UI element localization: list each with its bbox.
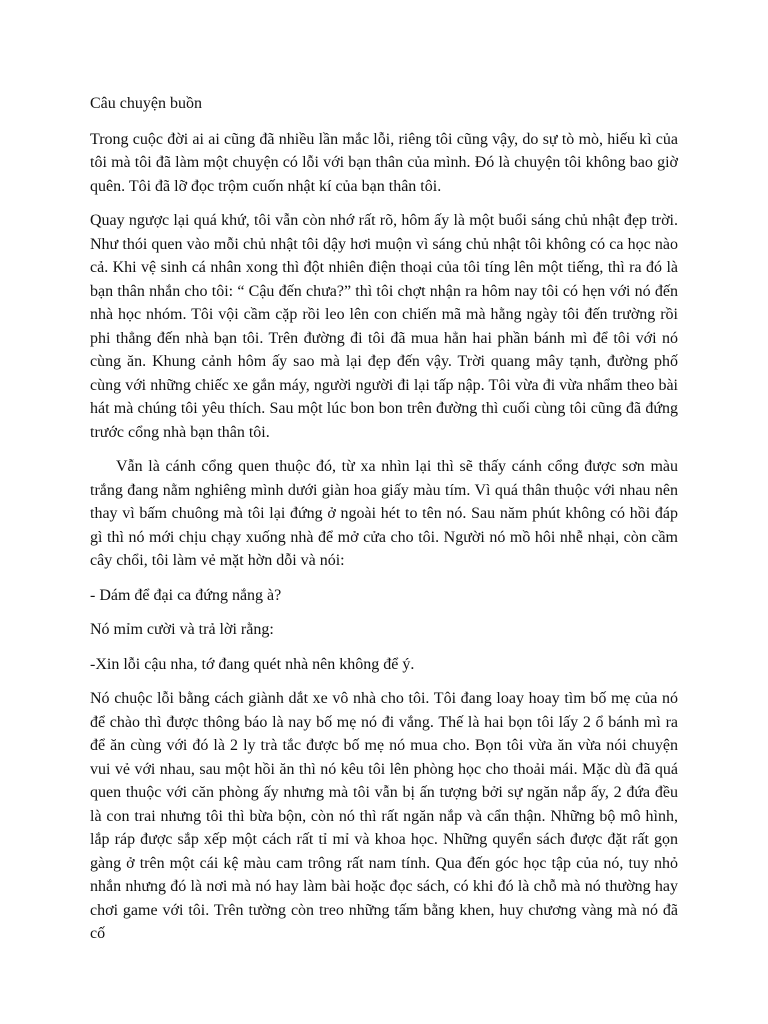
narration-line: Nó mỉm cười và trả lời rằng:: [90, 621, 274, 638]
dialogue-line-2: -Xin lỗi cậu nha, tớ đang quét nhà nên không để ý.: [90, 655, 415, 673]
story-title: Câu chuyện buồn: [90, 95, 202, 112]
paragraph-room: Nó chuộc lỗi bằng cách giành dắt xe vô nhà cho tôi. Tôi đang loay hoay tìm bố mẹ của nó để chào thì được thông báo là nay bố mẹ nó đi vắng. Thế là hai bọn tôi lấy 2 ổ bánh mì ra để ăn cùng với đó là 2 ly trà tắc được bố mẹ nó mua cho. Bọn tôi vừa ăn vừa nói chuyện vui vẻ với nhau, sau một hồi ăn thì nó kêu tôi lên phòng học cho thoải mái. Mặc dù đã quá quen thuộc với căn phòng ấy nhưng mà tôi vẫn bị ấn tượng bởi sự ngăn nắp ấy, 2 đứa đều là con trai nhưng tôi thì bừa bộn, còn nó thì rất ngăn nắp và cẩn thận. Những bộ mô hình, lắp ráp được sắp xếp một cách rất tỉ mỉ và khoa học. Những quyển sách được đặt rất gọn gàng ở trên một cái kệ màu cam trông rất nam tính. Qua đến góc học tập của nó, tuy nhỏ nhắn nhưng đó là nơi mà nó hay làm bài hoặc đọc sách, có khi đó là chỗ mà nó thường hay chơi game với tôi. Trên tường còn treo những tấm bằng khen, huy chương vàng mà nó đã cố: [90, 690, 678, 942]
paragraph-intro: Trong cuộc đời ai ai cũng đã nhiều lần mắc lỗi, riêng tôi cũng vậy, do sự tò mò, hiếu kì của tôi mà tôi đã làm một chuyện có lỗi với bạn thân của mình. Đó là chuyện tôi không bao giờ quên. Tôi đã lỡ đọc trộm cuốn nhật kí của bạn thân tôi.: [90, 130, 678, 195]
dialogue-line-1: - Dám để đại ca đứng nắng à?: [90, 586, 282, 604]
paragraph-gate: Vẫn là cánh cổng quen thuộc đó, từ xa nhìn lại thì sẽ thấy cánh cổng được sơn màu trắng đang nằm nghiêng mình dưới giàn hoa giấy màu tím. Vì quá thân thuộc với nhau nên thay vì bấm chuông mà tôi lại đứng ở ngoài hét to tên nó. Sau năm phút không có hồi đáp gì thì nó mới chịu chạy xuống nhà để mở cửa cho tôi. Người nó mồ hôi nhễ nhại, còn cầm cây chổi, tôi làm vẻ mặt hờn dỗi và nói:: [90, 458, 678, 569]
paragraph-flashback: Quay ngược lại quá khứ, tôi vẫn còn nhớ rất rõ, hôm ấy là một buổi sáng chủ nhật đẹp trời. Như thói quen vào mỗi chủ nhật tôi dậy hơi muộn vì sáng chủ nhật tôi không có ca học nào cả. Khi vệ sinh cá nhân xong thì đột nhiên điện thoại của tôi tíng lên một tiếng, thì ra đó là bạn thân nhắn cho tôi: “ Cậu đến chưa?” thì tôi chợt nhận ra hôm nay tôi có hẹn với nó đến nhà học nhóm. Tôi vội cầm cặp rồi leo lên con chiến mã mà hằng ngày tôi đến trường rồi phi thẳng đến nhà bạn tôi. Trên đường đi tôi đã mua hẳn hai phần bánh mì để tôi với nó cùng ăn. Khung cảnh hôm ấy sao mà lại đẹp đến vậy. Trời quang mây tạnh, đường phố cùng với những chiếc xe gắn máy, người người đi lại tấp nập. Tôi vừa đi vừa nhẩm theo bài hát mà chúng tôi yêu thích. Sau một lúc bon bon trên đường thì cuối cùng tôi cũng đã đứng trước cổng nhà bạn thân tôi.: [90, 212, 678, 441]
document-body: [90, 92, 678, 957]
